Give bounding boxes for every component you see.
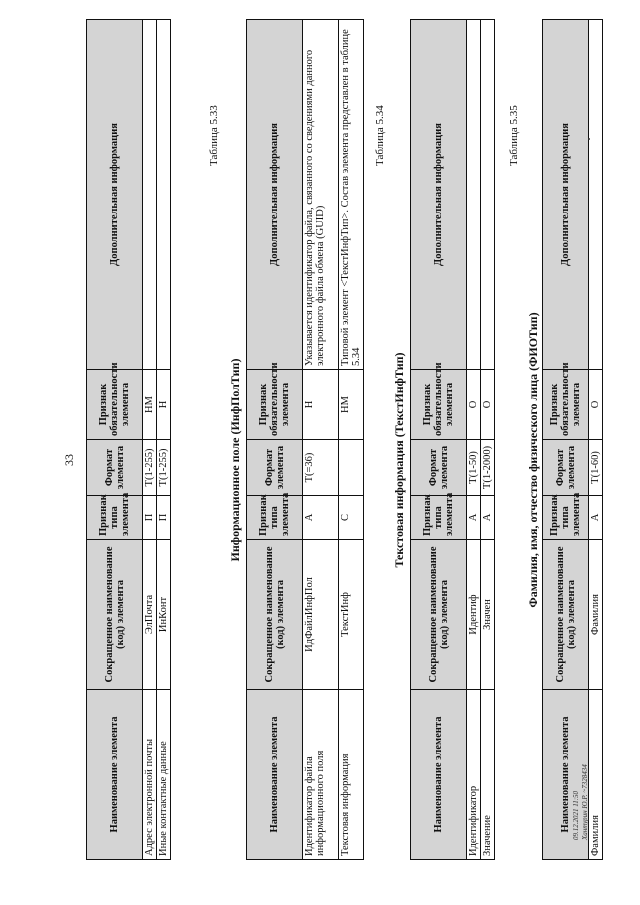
cell-info: Указывается идентификатор файла, связанного со сведениями данного электронного файла обмена (GUID)	[303, 20, 339, 370]
table-header-row	[411, 20, 467, 860]
header-type: Признак типа элемента	[411, 496, 467, 540]
cell-code: ИдФайлИнфПол	[303, 540, 339, 690]
header-required: Признак обязательности элемента	[247, 370, 303, 440]
cell-required: О	[481, 370, 495, 440]
cell-required: О	[467, 370, 481, 440]
stamp-signer: Хантурин Ю.Р. ~7328434	[581, 764, 589, 840]
cell-name: Текстовая информация	[339, 690, 364, 860]
header-code: Сокращенное наименование (код) элемента	[247, 540, 303, 690]
cell-name: Значение	[481, 690, 495, 860]
header-type: Признак типа элемента	[247, 496, 303, 540]
cell-required: Н	[157, 370, 171, 440]
cell-required: О	[589, 370, 603, 440]
header-name: Наименование элемента	[411, 690, 467, 860]
cell-type: П	[143, 496, 157, 540]
header-type: Признак типа элемента	[87, 496, 143, 540]
header-type: Признак типа элемента	[543, 496, 589, 540]
signature-stamp	[572, 764, 590, 840]
table-caption: Таблица 5.35	[508, 105, 520, 166]
table-row	[303, 20, 339, 860]
header-name: Наименование элемента	[543, 690, 589, 860]
table-row	[339, 20, 364, 860]
table-caption: Таблица 5.34	[374, 105, 386, 166]
cell-format: T(1-255)	[143, 440, 157, 496]
section-heading: Фамилия, имя, отчество физического лица (ФИОТип)	[526, 312, 540, 608]
table-fio	[542, 19, 603, 860]
table-contacts	[86, 19, 171, 860]
section-heading: Текстовая информация (ТекстИнфТип)	[392, 352, 406, 568]
cell-format: T(=36)	[303, 440, 339, 496]
cell-type: П	[157, 496, 171, 540]
header-info: Дополнительная информация	[411, 20, 467, 370]
header-format: Формат элемента	[543, 440, 589, 496]
cell-code: Идентиф	[467, 540, 481, 690]
cell-format	[339, 440, 364, 496]
header-format: Формат элемента	[247, 440, 303, 496]
cell-type: А	[303, 496, 339, 540]
stamp-date: 09.12.2021 11:50	[572, 790, 580, 840]
header-required: Признак обязательности элемента	[411, 370, 467, 440]
cell-info	[143, 20, 157, 370]
header-name: Наименование элемента	[247, 690, 303, 860]
scan-speck	[588, 138, 590, 140]
table-text-info	[410, 19, 495, 860]
cell-required: НМ	[339, 370, 364, 440]
cell-info	[467, 20, 481, 370]
cell-info	[157, 20, 171, 370]
cell-info: Типовой элемент <ТекстИнфТип>. Состав элемента представлен в таблице 5.34	[339, 20, 364, 370]
cell-name: Идентификатор файла информационного поля	[303, 690, 339, 860]
cell-format: T(1-60)	[589, 440, 603, 496]
cell-format: T(1-255)	[157, 440, 171, 496]
cell-type: С	[339, 496, 364, 540]
table-row	[589, 20, 603, 860]
cell-code: ЭлПочта	[143, 540, 157, 690]
table-header-row	[543, 20, 589, 860]
header-info: Дополнительная информация	[247, 20, 303, 370]
cell-info	[589, 20, 603, 370]
table-row	[481, 20, 495, 860]
section-heading: Информационное поле (ИнфПолТип)	[228, 358, 242, 562]
table-header-row	[247, 20, 303, 860]
header-required: Признак обязательности элемента	[543, 370, 589, 440]
table-caption: Таблица 5.33	[208, 105, 220, 166]
table-header-row	[87, 20, 143, 860]
cell-name: Иные контактные данные	[157, 690, 171, 860]
table-row	[157, 20, 171, 860]
header-info: Дополнительная информация	[543, 20, 589, 370]
header-code: Сокращенное наименование (код) элемента	[411, 540, 467, 690]
rotated-page-content	[40, 29, 605, 880]
header-code: Сокращенное наименование (код) элемента	[87, 540, 143, 690]
cell-required: НМ	[143, 370, 157, 440]
cell-code: ИнКонт	[157, 540, 171, 690]
header-format: Формат элемента	[411, 440, 467, 496]
cell-type: А	[467, 496, 481, 540]
cell-type: А	[481, 496, 495, 540]
header-required: Признак обязательности элемента	[87, 370, 143, 440]
cell-name: Идентификатор	[467, 690, 481, 860]
cell-code: Фамилия	[589, 540, 603, 690]
cell-type: А	[589, 496, 603, 540]
header-info: Дополнительная информация	[87, 20, 143, 370]
cell-info	[481, 20, 495, 370]
cell-name: Адрес электронной почты	[143, 690, 157, 860]
table-row	[467, 20, 481, 860]
table-info-field	[246, 19, 364, 860]
page-number: 33	[62, 454, 76, 466]
cell-format: T(1-2000)	[481, 440, 495, 496]
cell-format: T(1-50)	[467, 440, 481, 496]
table-row	[143, 20, 157, 860]
cell-code: ТекстИнф	[339, 540, 364, 690]
cell-name: Фамилия	[589, 690, 603, 860]
header-code: Сокращенное наименование (код) элемента	[543, 540, 589, 690]
cell-code: Значен	[481, 540, 495, 690]
header-name: Наименование элемента	[87, 690, 143, 860]
cell-required: Н	[303, 370, 339, 440]
header-format: Формат элемента	[87, 440, 143, 496]
